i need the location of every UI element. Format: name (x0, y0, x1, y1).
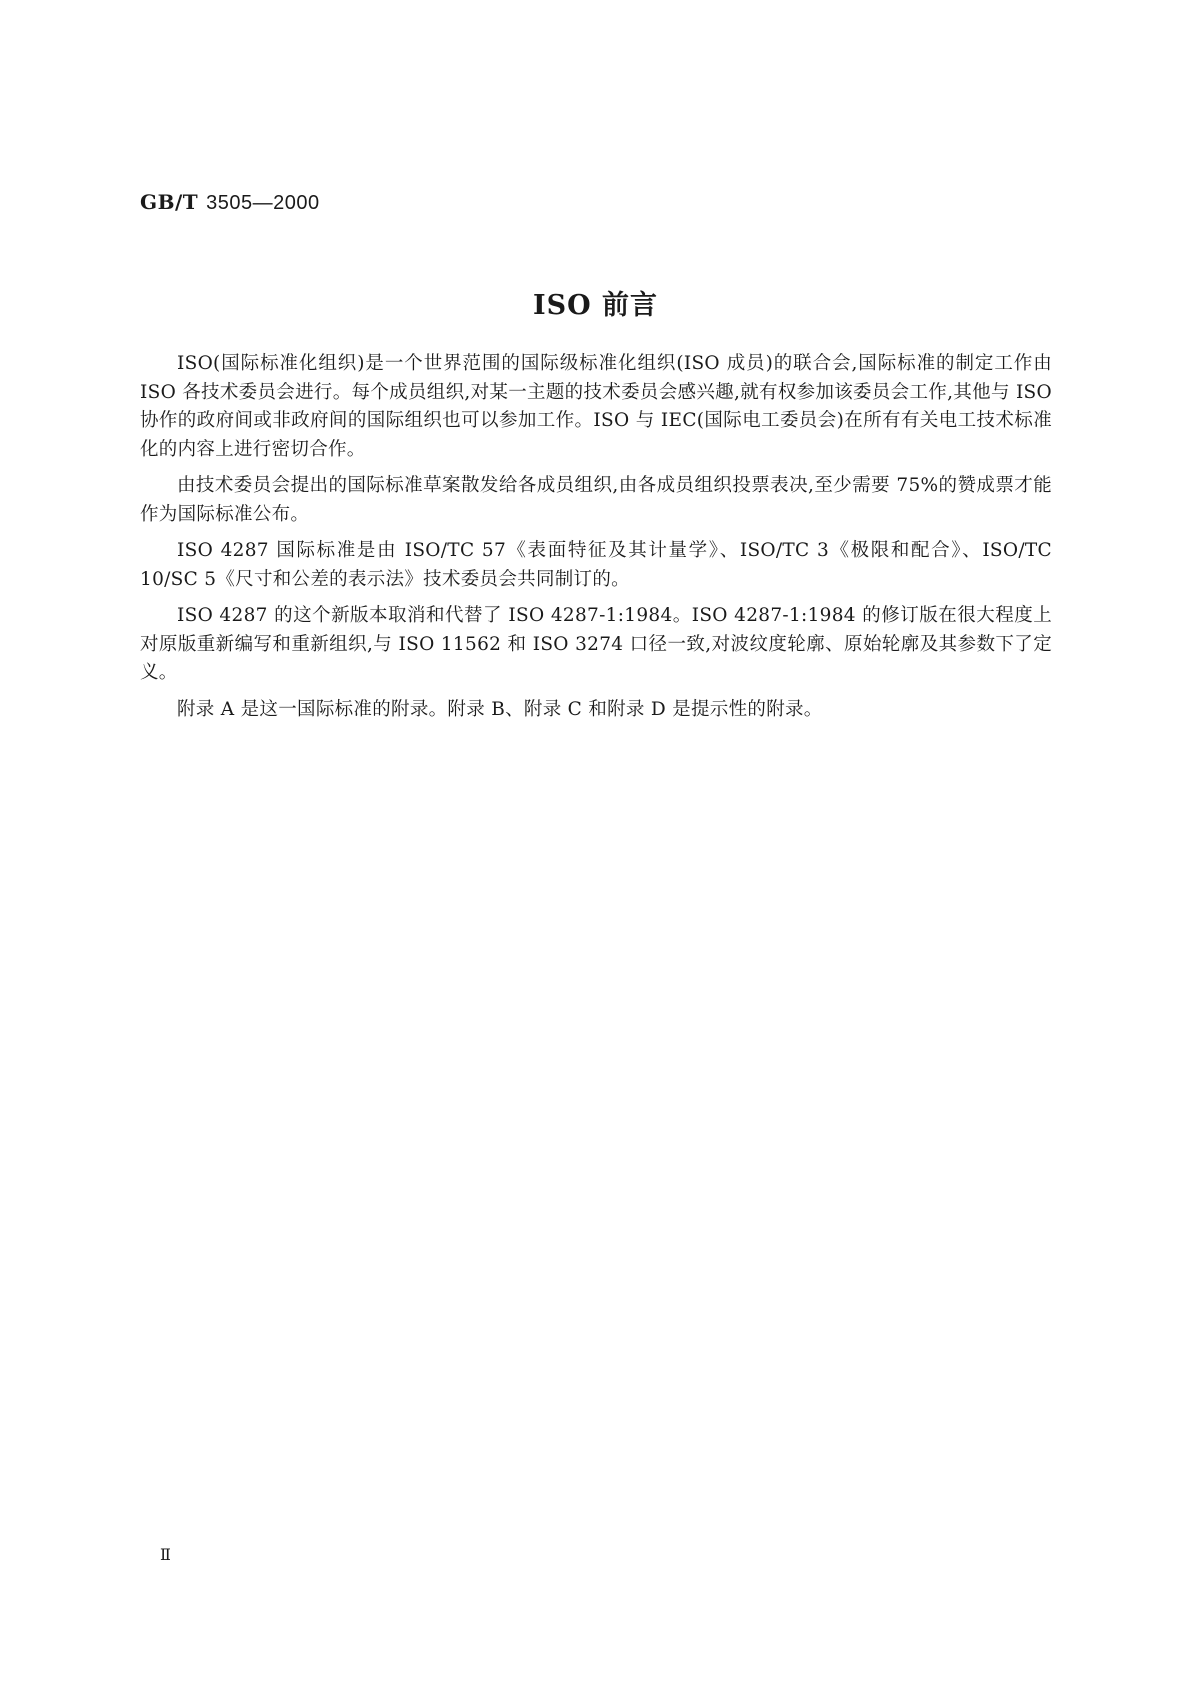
paragraph-annexes: 附录 A 是这一国际标准的附录。附录 B、附录 C 和附录 D 是提示性的附录。 (177, 698, 823, 720)
page-number: Ⅱ (160, 1547, 171, 1564)
document-code-number: 3505—2000 (206, 192, 320, 214)
paragraph-iso-intro: ISO(国际标准化组织)是一个世界范围的国际级标准化组织(ISO 成员)的联合会,国际标准的制定工作由 ISO 各技术委员会进行。每个成员组织,对某一主题的技术委员会感兴趣,就有权参加该委员会工作,其他与 ISO 协作的政府间或非政府间的国际组织也可以参加工作。ISO 与 IEC(国际电工委员会)在所有有关电工技术标准化的内容上进行密切合作。 (140, 353, 1052, 460)
paragraph-new-edition: ISO 4287 的这个新版本取消和代替了 ISO 4287-1:1984。ISO 4287-1:1984 的修订版在很大程度上对原版重新编写和重新组织,与 ISO 11562 和 ISO 3274 口径一致,对波纹度轮廓、原始轮廓及其参数下了定义。 (140, 605, 1052, 683)
paragraph-voting: 由技术委员会提出的国际标准草案散发给各成员组织,由各成员组织投票表决,至少需要 75%的赞成票才能作为国际标准公布。 (140, 475, 1052, 525)
paragraph-committees: ISO 4287 国际标准是由 ISO/TC 57《表面特征及其计量学》、ISO/TC 3《极限和配合》、ISO/TC 10/SC 5《尺寸和公差的表示法》技术委员会共同制订的。 (140, 540, 1052, 590)
document-body (140, 350, 1052, 732)
page-title: ISO 前言 (532, 290, 659, 321)
document-code-prefix: GB/T (140, 190, 199, 214)
document-code (140, 190, 320, 215)
